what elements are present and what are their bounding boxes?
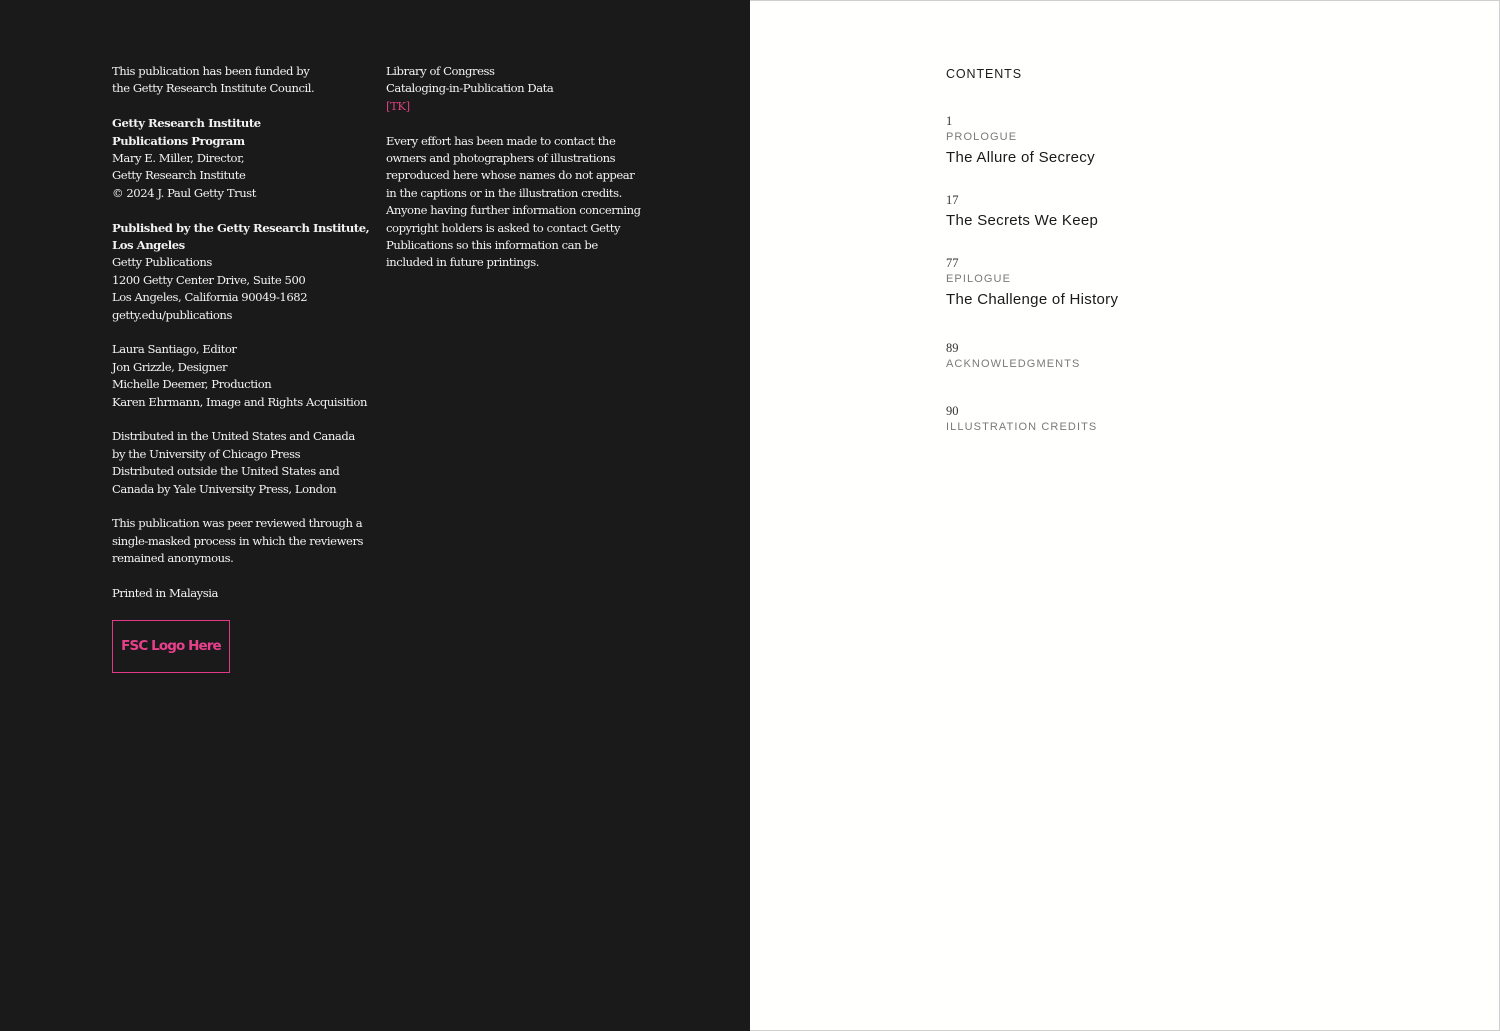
address-line: 1200 Getty Center Drive, Suite 500 [112, 272, 306, 287]
copyright-column-right [386, 63, 648, 289]
staff-credits [112, 341, 374, 411]
text-line: in the captions or in the illustration credits. [386, 185, 622, 200]
address-line: Los Angeles, California 90049-1682 [112, 290, 308, 305]
funding-note [112, 63, 374, 98]
text-line: Distributed outside the United States and [112, 464, 340, 479]
fsc-logo-placeholder [112, 620, 230, 673]
toc-title: The Challenge of History [946, 291, 1119, 308]
copyright-column-left [112, 63, 374, 673]
printed-in [112, 585, 374, 602]
staff-line: Michelle Deemer, Production [112, 377, 272, 392]
publisher-heading: Published by the Getty Research Institute, [112, 220, 370, 235]
text-line: the Getty Research Institute Council. [112, 81, 315, 96]
toc-page-number: 89 [946, 341, 959, 355]
toc-page-number: 90 [946, 404, 959, 418]
toc-entry-prologue[interactable] [946, 113, 1095, 169]
cip-data [386, 63, 648, 115]
toc-page-number: 17 [946, 193, 959, 207]
toc-page-number: 1 [946, 114, 953, 128]
staff-line: Karen Ehrmann, Image and Rights Acquisition [112, 394, 367, 409]
peer-review-note [112, 515, 374, 567]
program-heading: Getty Research Institute [112, 116, 261, 131]
toc-page-number: 77 [946, 256, 959, 270]
toc-section-label: ILLUSTRATION CREDITS [946, 421, 1098, 433]
toc-entry-acknowledgments[interactable] [946, 340, 1080, 372]
toc-section-label: EPILOGUE [946, 273, 1012, 285]
cip-placeholder: [TK] [386, 98, 410, 113]
text-line: Cataloging-in-Publication Data [386, 81, 554, 96]
contents-page [750, 0, 1500, 1031]
toc-section-label: ACKNOWLEDGMENTS [946, 358, 1081, 370]
text-line: Library of Congress [386, 64, 495, 78]
text-line: Canada by Yale University Press, London [112, 481, 337, 496]
publisher-heading: Los Angeles [112, 238, 185, 253]
text-line: single-masked process in which the reviewers [112, 533, 364, 548]
text-line: Distributed in the United States and Canada [112, 429, 355, 444]
text-line: This publication was peer reviewed through a [112, 516, 363, 531]
toc-entry-epilogue[interactable] [946, 255, 1118, 311]
text-line: Getty Research Institute [112, 168, 246, 183]
text-line: Mary E. Miller, Director, [112, 151, 245, 166]
text-line: by the University of Chicago Press [112, 446, 301, 461]
text-line: reproduced here whose names do not appear [386, 168, 635, 183]
text-line: Anyone having further information concerning [386, 203, 641, 218]
text-line: Publications so this information can be [386, 238, 598, 253]
text-line: Every effort has been made to contact the [386, 133, 616, 148]
toc-entry-secrets[interactable] [946, 192, 1098, 232]
staff-line: Laura Santiago, Editor [112, 342, 237, 357]
text-line: included in future printings. [386, 255, 540, 270]
toc-title: The Secrets We Keep [946, 212, 1099, 229]
staff-line: Jon Grizzle, Designer [112, 359, 228, 374]
text-line: copyright holders is asked to contact Getty [386, 220, 621, 235]
contents-heading: CONTENTS [946, 67, 1022, 81]
publisher-website: getty.edu/publications [112, 307, 232, 322]
toc-entry-illustration-credits[interactable] [946, 403, 1097, 435]
text-line: remained anonymous. [112, 551, 234, 566]
text-line: This publication has been funded by [112, 64, 310, 78]
toc-section-label: PROLOGUE [946, 131, 1018, 143]
distribution-info [112, 428, 374, 498]
program-heading: Publications Program [112, 133, 245, 148]
illustration-notice [386, 133, 648, 272]
fsc-placeholder-text: FSC Logo Here [121, 637, 221, 654]
text-line: Getty Publications [112, 255, 212, 270]
copyright-line: © 2024 J. Paul Getty Trust [112, 185, 256, 200]
text-line: Printed in Malaysia [112, 586, 218, 601]
publisher-info [112, 220, 374, 324]
publications-program [112, 115, 374, 202]
toc-title: The Allure of Secrecy [946, 149, 1095, 166]
text-line: owners and photographers of illustrations [386, 151, 616, 166]
